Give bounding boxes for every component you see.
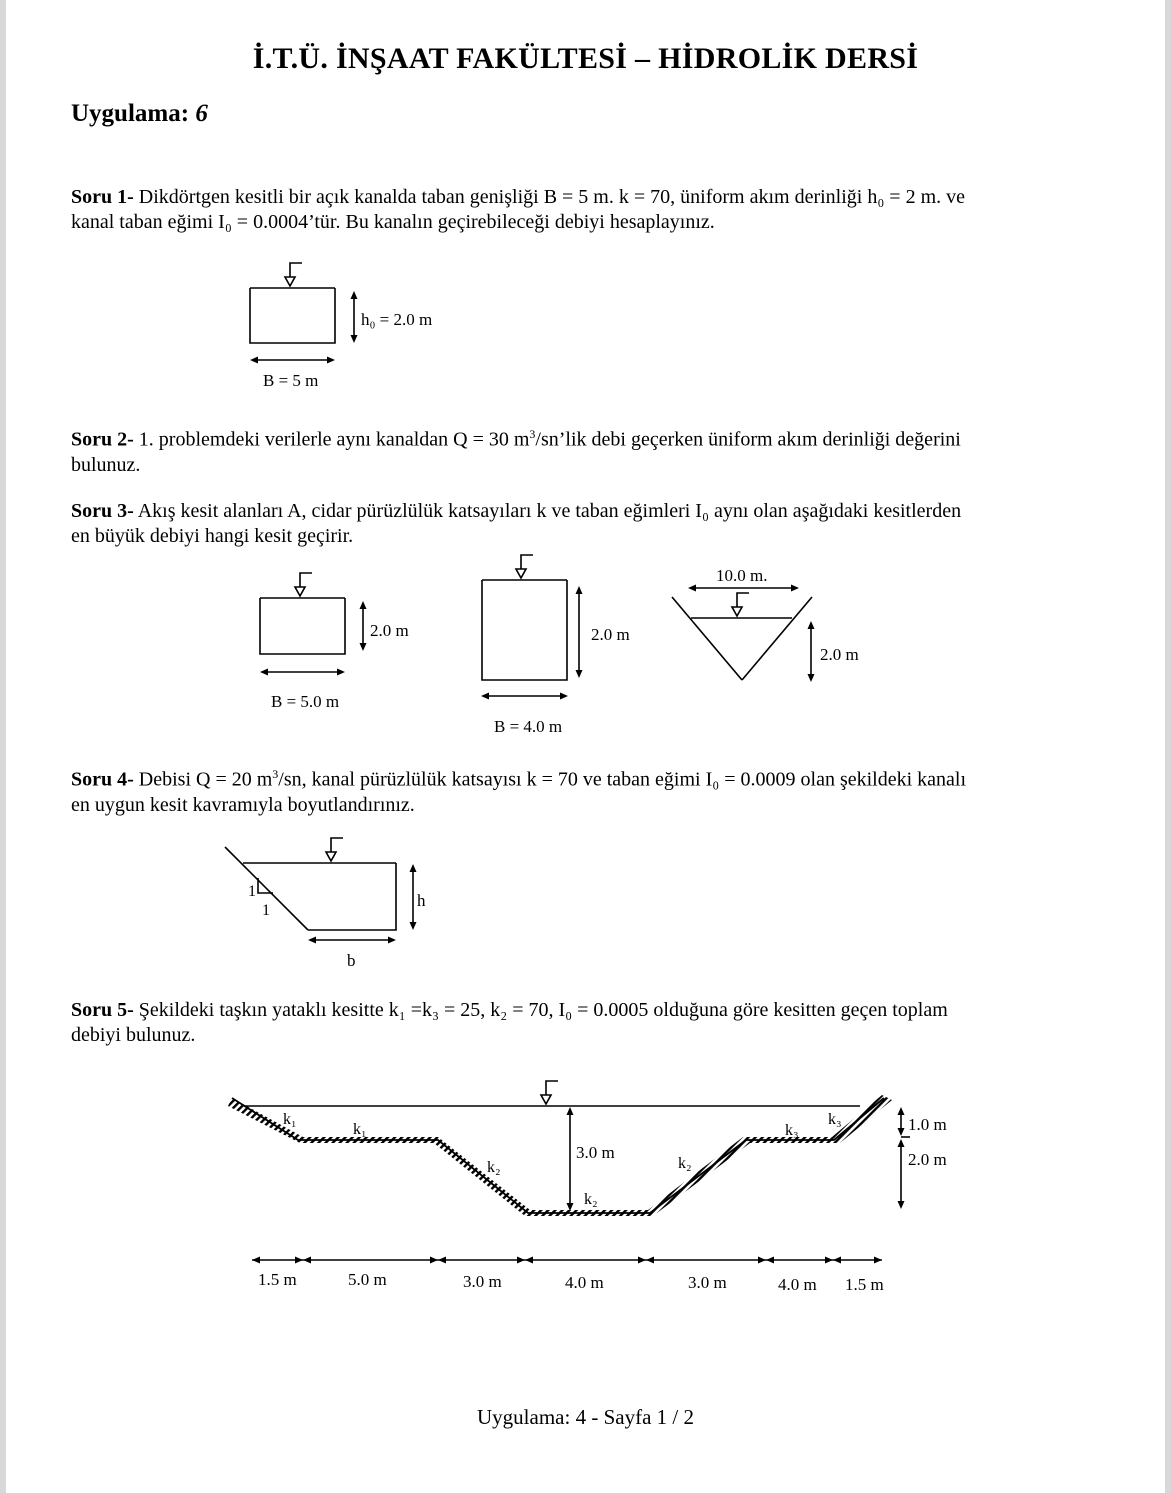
q4-line1-a: Debisi Q = 20 m bbox=[138, 768, 273, 791]
q5-k-label-2: k₁ bbox=[353, 1121, 367, 1138]
q5-k-label-1: k₁ bbox=[283, 1111, 297, 1128]
q5-channel-bed bbox=[232, 1098, 884, 1213]
q5-k-label-7: k₃ bbox=[828, 1111, 842, 1128]
q1-water-symbol-icon bbox=[285, 277, 295, 286]
q4-label: Soru 4- bbox=[71, 768, 134, 791]
q3-rect1-width-label: B = 5.0 m bbox=[271, 692, 340, 711]
q5-width-label-5: 3.0 m bbox=[688, 1273, 727, 1292]
q4-channel-bottom-right bbox=[308, 863, 396, 930]
q4-water-symbol-icon bbox=[326, 852, 336, 861]
q5-top-depth-label: 1.0 m bbox=[908, 1115, 947, 1134]
q3-triangle-water-symbol-icon bbox=[732, 607, 742, 616]
q1-line1: Dikdörtgen kesitli bir açık kanalda taban genişliği B = 5 m. k = 70, üniform akım derinliği h₀ = 2 m. ve bbox=[138, 186, 966, 208]
q4-slope-triangle bbox=[258, 878, 273, 893]
q4-line1-sup: 3 bbox=[272, 767, 279, 781]
page-footer: Uygulama: 4 - Sayfa 1 / 2 bbox=[477, 1405, 694, 1429]
q2-line1-b: /sn’lik debi geçerken üniform akım derinliği değerini bbox=[535, 428, 961, 451]
heading-label: Uygulama: bbox=[71, 100, 190, 127]
q5-k-label-5: k₂ bbox=[678, 1155, 692, 1172]
q4-slope-vertical-label: 1 bbox=[248, 883, 256, 900]
document-title: İ.T.Ü. İNŞAAT FAKÜLTESİ – HİDROLİK DERSİ bbox=[252, 42, 919, 75]
q3-label: Soru 3- bbox=[71, 500, 134, 522]
q1-width-label: B = 5 m bbox=[263, 371, 319, 390]
q1-label: Soru 1- bbox=[71, 186, 134, 208]
q3-line1: Akış kesit alanları A, cidar pürüzlülük katsayıları k ve taban eğimleri I₀ aynı olan aşağıdaki kesitlerden bbox=[137, 500, 962, 522]
q5-arrowheads bbox=[252, 1107, 905, 1264]
q5-label: Soru 5- bbox=[71, 999, 134, 1021]
q3-rect2-height-label: 2.0 m bbox=[591, 625, 630, 644]
q1-figure bbox=[230, 255, 470, 390]
q4-height-label: h bbox=[417, 891, 426, 910]
q5-main-depth-label: 3.0 m bbox=[576, 1143, 615, 1162]
q1-water-symbol-stem bbox=[290, 263, 302, 277]
q5-figure bbox=[220, 1070, 960, 1300]
q5-width-label-2: 5.0 m bbox=[348, 1270, 387, 1289]
q5-water-symbol-icon bbox=[541, 1095, 551, 1104]
q4-figure bbox=[215, 830, 455, 975]
q5-width-label-1: 1.5 m bbox=[258, 1270, 297, 1289]
q5-flood-depth-label: 2.0 m bbox=[908, 1150, 947, 1169]
question-1 bbox=[71, 185, 1101, 235]
q5-line2: debiyi bulunuz. bbox=[71, 1024, 196, 1046]
q4-line1-b: /sn, kanal pürüzlülük katsayısı k = 70 ve taban eğimi I₀ = 0.0009 olan şekildeki kanalı bbox=[278, 768, 967, 791]
q3-triangle-height-label: 2.0 m bbox=[820, 645, 859, 664]
q5-k-label-6: k₃ bbox=[785, 1122, 799, 1139]
q5-width-label-6: 4.0 m bbox=[778, 1275, 817, 1294]
q2-line2: bulunuz. bbox=[71, 453, 141, 476]
q3-rect2-outline bbox=[482, 580, 567, 680]
q1-height-label: h₀ = 2.0 m bbox=[361, 310, 433, 329]
q3-triangle-right-side bbox=[742, 597, 812, 680]
question-3 bbox=[71, 499, 1101, 549]
q3-figure bbox=[240, 550, 880, 745]
q3-rect2-water-symbol-icon bbox=[516, 569, 526, 578]
exercise-heading bbox=[71, 100, 208, 128]
q3-rect2-width-label: B = 4.0 m bbox=[494, 717, 563, 736]
q5-width-label-3: 3.0 m bbox=[463, 1272, 502, 1291]
q1-channel-outline bbox=[250, 288, 335, 343]
q5-ground-hatching bbox=[228, 1095, 892, 1216]
q5-line1: Şekildeki taşkın yataklı kesitte k₁ =k₃ = 25, k₂ = 70, I₀ = 0.0005 olduğuna göre kesitten geçen toplam bbox=[138, 999, 948, 1021]
q5-k-label-3: k₂ bbox=[487, 1159, 501, 1176]
q4-width-label: b bbox=[347, 951, 356, 970]
q3-line2: en büyük debiyi hangi kesit geçirir. bbox=[71, 525, 354, 547]
page-edge-right bbox=[1165, 0, 1171, 1493]
question-4 bbox=[71, 762, 1101, 818]
q2-line1-a: 1. problemdeki verilerle aynı kanaldan Q = 30 m bbox=[138, 428, 530, 451]
q3-triangle-top-label: 10.0 m. bbox=[716, 566, 768, 585]
q4-slope-horizontal-label: 1 bbox=[262, 902, 270, 919]
q3-triangle-left-side bbox=[672, 597, 742, 680]
q3-rect1-height-label: 2.0 m bbox=[370, 621, 409, 640]
q5-k-label-4: k₂ bbox=[584, 1191, 598, 1208]
q2-label: Soru 2- bbox=[71, 428, 134, 451]
q5-width-label-4: 4.0 m bbox=[565, 1273, 604, 1292]
q4-line2: en uygun kesit kavramıyla boyutlandırınız. bbox=[71, 793, 415, 816]
page-edge-left bbox=[0, 0, 6, 1493]
q5-width-label-7: 1.5 m bbox=[845, 1275, 884, 1294]
q3-rect1-water-symbol-icon bbox=[295, 587, 305, 596]
question-5 bbox=[71, 998, 1101, 1048]
question-2 bbox=[71, 422, 1101, 478]
q2-line1-sup: 3 bbox=[529, 427, 536, 441]
heading-number: 6 bbox=[195, 100, 208, 127]
q3-rect1-outline bbox=[260, 598, 345, 654]
q1-line2: kanal taban eğimi I₀ = 0.0004’tür. Bu kanalın geçirebileceği debiyi hesaplayınız. bbox=[71, 211, 715, 233]
